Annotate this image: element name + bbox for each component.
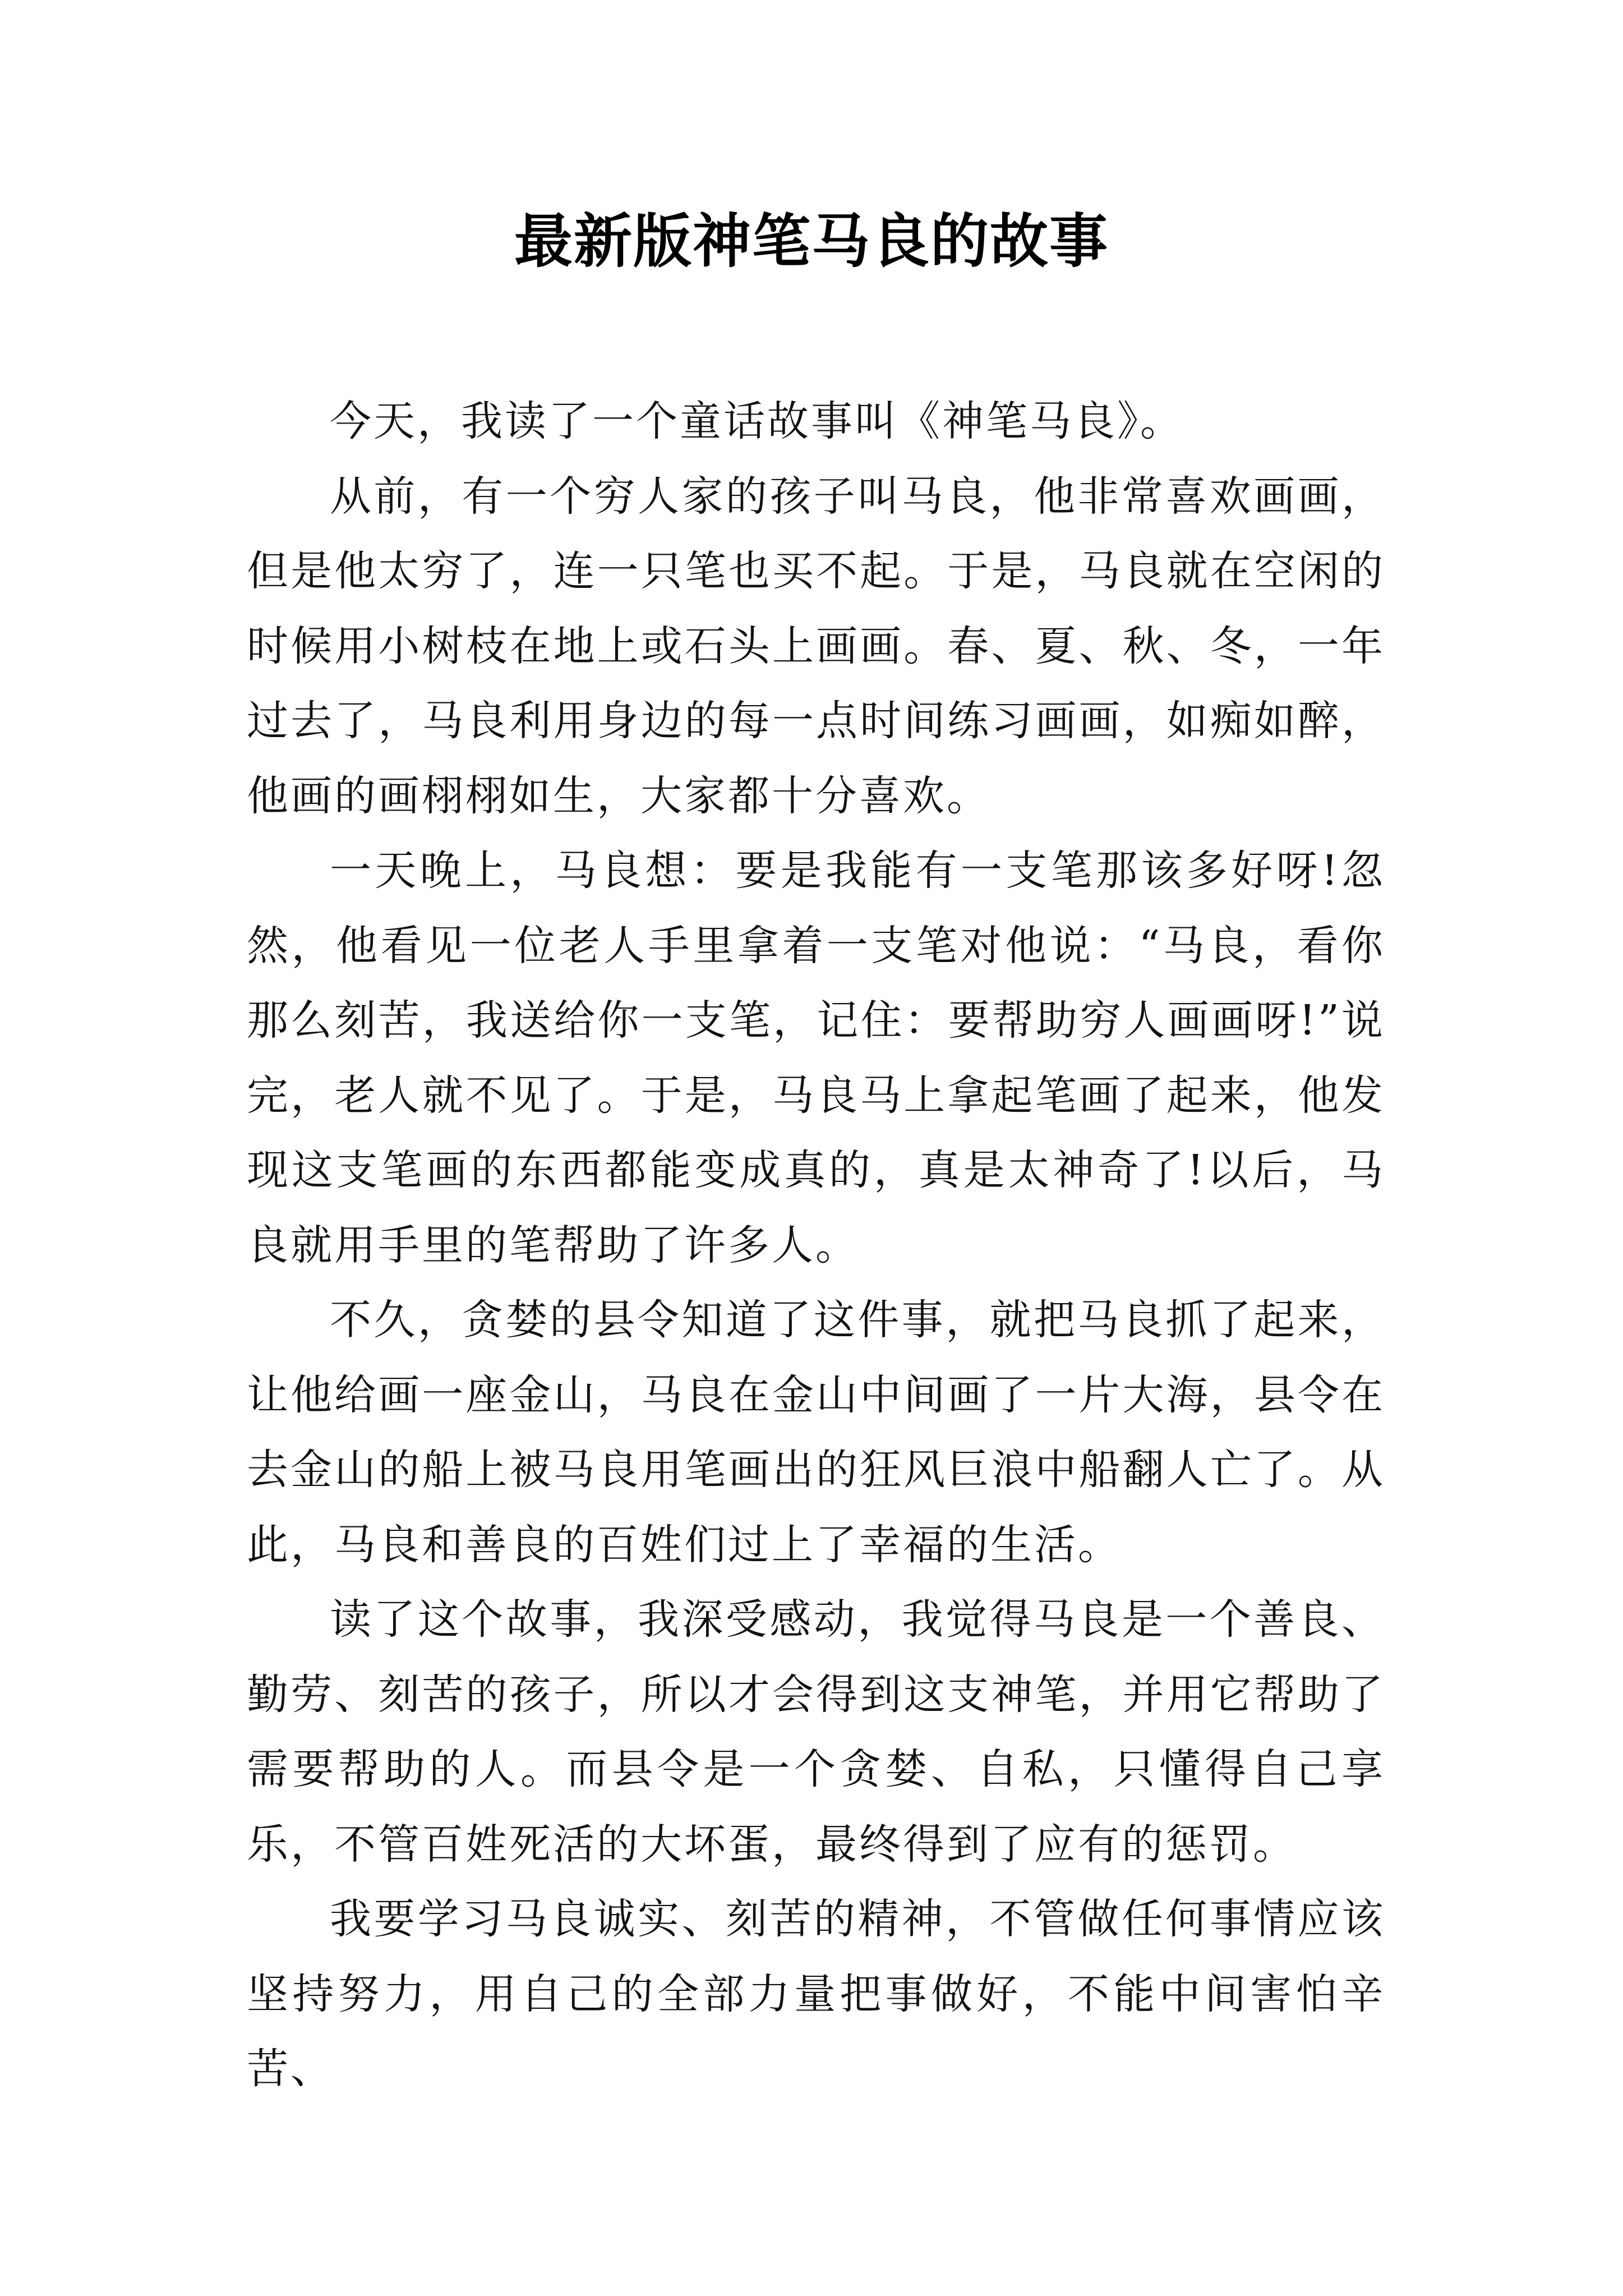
paragraph: 从前，有一个穷人家的孩子叫马良，他非常喜欢画画，但是他太穷了，连一只笔也买不起。于是，马良就在空闲的时候用小树枝在地上或石头上画画。春、夏、秋、冬，一年过去了，马良利用身边的每一点时间练习画画，如痴如醉，他画的画栩栩如生，大家都十分喜欢。 <box>247 472 1385 820</box>
paragraph: 今天，我读了一个童话故事叫《神笔马良》。 <box>330 397 1184 445</box>
document-body <box>247 384 1385 2107</box>
document-title: 最新版神笔马良的故事 <box>514 206 1109 275</box>
paragraph: 不久，贪婪的县令知道了这件事，就把马良抓了起来，让他给画一座金山，马良在金山中间画了一片大海，县令在去金山的船上被马良用笔画出的狂风巨浪中船翻人亡了。从此，马良和善良的百姓们过上了幸福的生活。 <box>247 1296 1385 1569</box>
paragraph: 读了这个故事，我深受感动，我觉得马良是一个善良、勤劳、刻苦的孩子，所以才会得到这支神笔，并用它帮助了需要帮助的人。而县令是一个贪婪、自私，只懂得自己享乐，不管百姓死活的大坏蛋，最终得到了应有的惩罚。 <box>247 1595 1385 1869</box>
paragraph: 我要学习马良诚实、刻苦的精神，不管做任何事情应该坚持努力，用自己的全部力量把事做好，不能中间害怕辛苦、 <box>247 1895 1385 2093</box>
paragraph: 一天晚上，马良想：要是我能有一支笔那该多好呀!忽然，他看见一位老人手里拿着一支笔对他说：“马良，看你那么刻苦，我送给你一支笔，记住：要帮助穷人画画呀!”说完，老人就不见了。于是，马良马上拿起笔画了起来，他发现这支笔画的东西都能变成真的，真是太神奇了!以后，马良就用手里的笔帮助了许多人。 <box>247 846 1385 1269</box>
